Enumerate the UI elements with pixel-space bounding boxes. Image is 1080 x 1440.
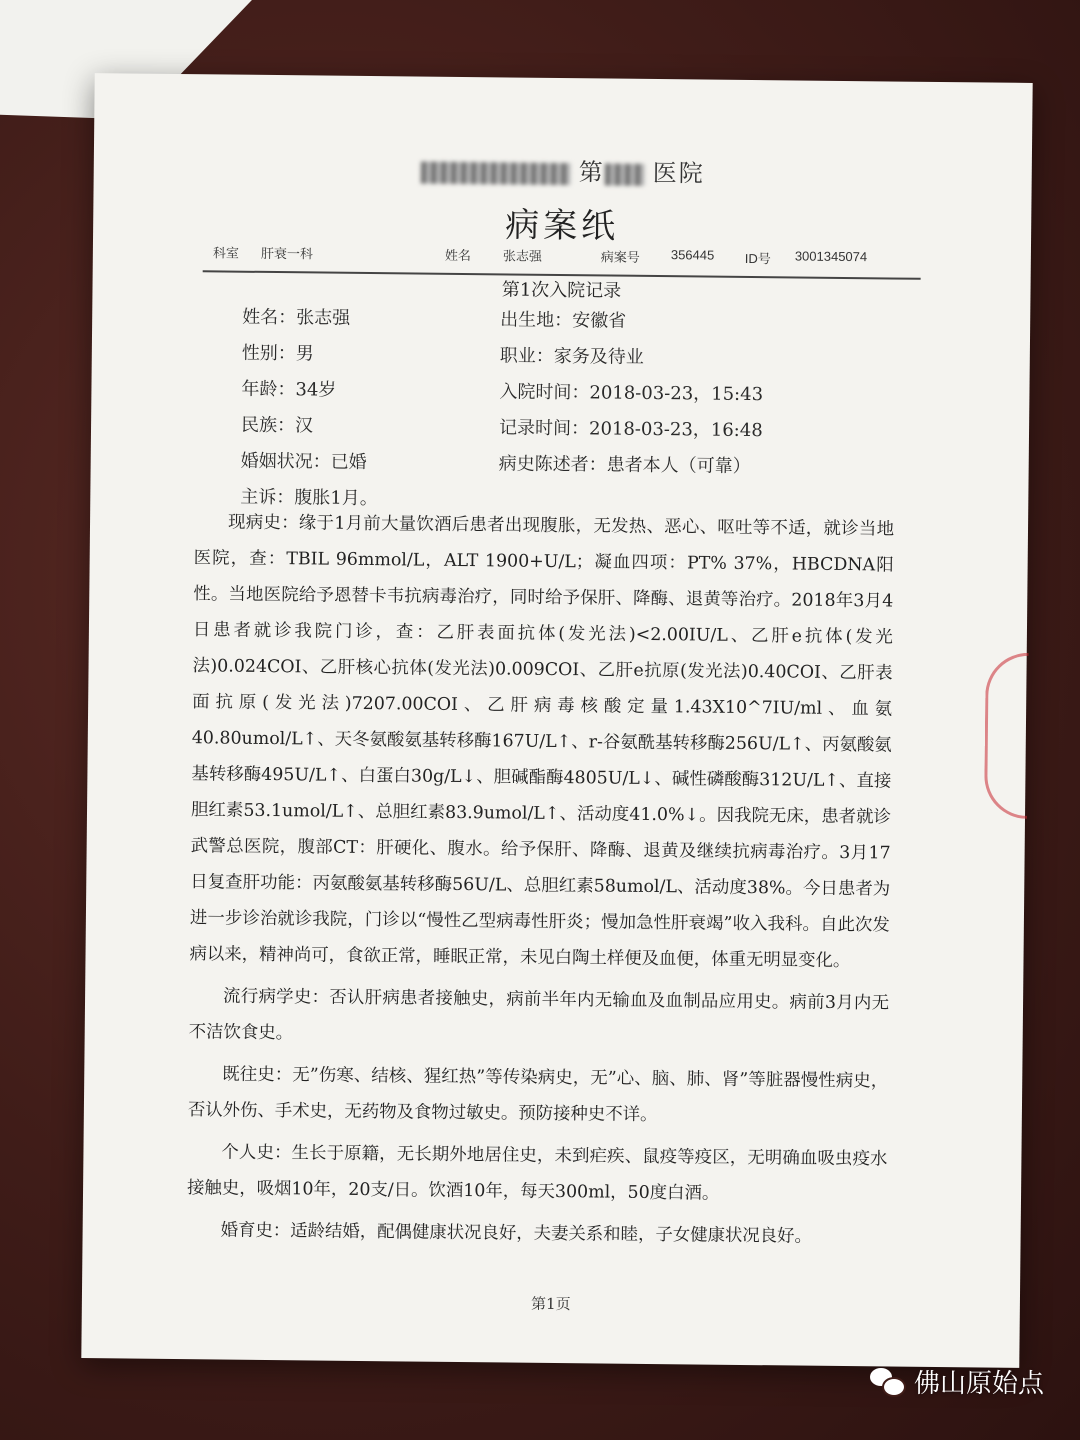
info-line: 入院时间：2018-03-23，15:43 [499,381,764,406]
marital-history: 婚育史：适龄结婚，配偶健康状况良好，夫妻关系和睦，子女健康状况良好。 [220,1220,813,1247]
page-number: 第1页 [531,1294,571,1314]
record-body [186,504,894,1261]
watermark-text: 佛山原始点 [913,1369,1044,1399]
record-no-label: 病案号 [600,249,640,265]
info-line: 主诉：腹胀1月。 [240,486,378,510]
hospital-name [94,147,1032,192]
history-present-illness: 现病史：缘于1月前大量饮酒后患者出现腹胀，无发热、恶心、呕吐等不适，就诊当地医院，查：TBIL 96mmol/L，ALT 1900+U/L；凝血四项：PT% 37%，HBCDNA阳性。当地医院给予恩替卡韦抗病毒治疗，同时给予保肝、降酶、退黄等治疗。2018年3月4日患者就诊我院门诊，查：乙肝表面抗体(发光法)<2.00IU/L、乙肝e抗体(发光法)0.024COI、乙肝核心抗体(发光法)0.009COI、乙肝e抗原(发光法)0.40COI、乙肝表面抗原(发光法)7207.00COI、乙肝病毒核酸定量1.43X10^7IU/ml、血氨40.80umol/L↑、天冬氨酸氨基转移酶167U/L↑、r-谷氨酰基转移酶256U/L↑、丙氨酸氨基转移酶495U/L↑、白蛋白30g/L↓、胆碱酯酶4805U/L↓、碱性磷酸酶312U/L↑、直接胆红素53.1umol/L↑、总胆红素83.9umol/L↑、活动度41.0%↓。因我院无床，患者就诊武警总医院，腹部CT：肝硬化、腹水。给予保肝、降酶、退黄及继续抗病毒治疗。3月17日复查肝功能：丙氨酸氨基转移酶56U/L、总胆红素58umol/L、活动度38%。今日患者为进一步诊治就诊我院，门诊以“慢性乙型病毒性肝炎；慢加急性肝衰竭”收入我科。自此次发病以来，精神尚可，食欲正常，睡眠正常，未见白陶土样便及血便，体重无明显变化。 [189,512,895,972]
patient-info-right [498,302,900,486]
info-line: 年龄：34岁 [241,378,337,401]
info-line: 记录时间：2018-03-23，16:48 [498,417,763,442]
watermark [870,1363,1044,1400]
info-line: 病史陈述者：患者本人（可靠） [498,453,751,478]
info-line: 婚姻状况：已婚 [240,450,367,473]
personal-history: 个人史：生长于原籍，无长期外地居住史，未到疟疾、鼠疫等疫区，无明确血吸虫疫水接触史，吸烟10年，20支/日。饮酒10年，每天300ml，50度白酒。 [186,1142,888,1204]
info-line: 民族：汉 [240,414,314,437]
red-stamp-edge [984,652,1029,818]
hospital-suffix: 医院 [652,158,705,188]
medical-record-page [81,73,1032,1368]
epidemiological-history: 流行病学史：否认肝病患者接触史，病前半年内无输血及血制品应用史。病前3月内无不洁饮食史。 [188,986,890,1044]
record-title: 第1次入院记录 [501,279,622,302]
info-line: 性别：男 [241,342,314,365]
dept-value: 肝衰一科 [260,245,313,262]
name-label: 姓名 [444,247,471,264]
id-value: 3001345074 [794,248,868,265]
hospital-name-visible: 第 [578,158,605,187]
info-line: 出生地：安徽省 [500,309,627,332]
info-line: 职业：家务及待业 [499,345,644,368]
id-label: ID号 [744,250,771,267]
redacted-text [421,161,571,185]
patient-info-left [240,300,482,519]
name-value: 张志强 [502,248,542,264]
past-history: 既往史：无”伤寒、结核、猩红热”等传染病史，无”心、脑、肺、肾”等脏器慢性病史，否认外伤、手术史，无药物及食物过敏史。预防接种史不详。 [187,1064,889,1126]
record-no-value: 356445 [670,247,715,263]
info-line: 姓名：张志强 [242,306,351,329]
dept-label: 科室 [212,245,239,261]
wechat-icon [870,1368,904,1396]
redacted-text [605,163,645,185]
form-title: 病案纸 [504,205,620,247]
